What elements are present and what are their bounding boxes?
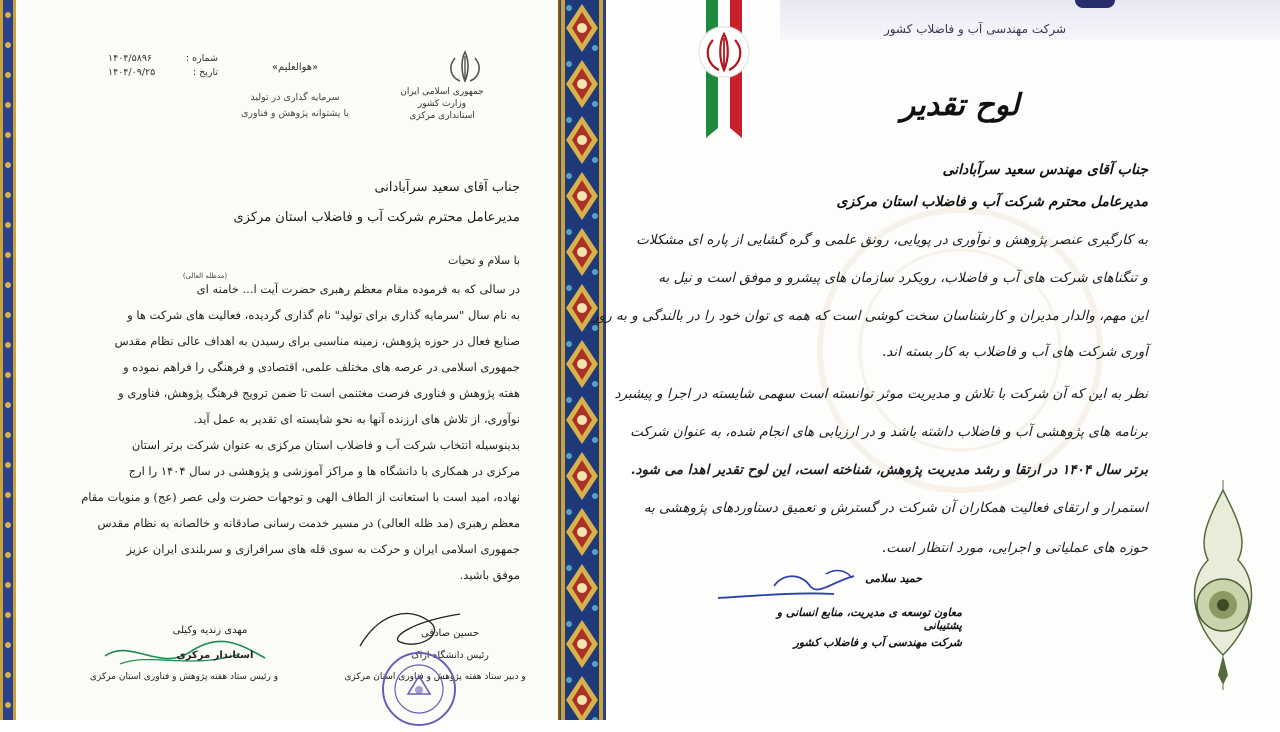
- letter-body-line: جمهوری اسلامی ایران و حرکت به سوی قله های سرافرازی و سربلندی ایران عزیز: [126, 542, 520, 556]
- recipient-title: مدیرعامل محترم شرکت آب و فاضلاب استان مرکزی: [233, 210, 520, 225]
- certificate-body-line: و تنگناهای شرکت های آب و فاضلاب، رویکرد سازمان های پیشرو و موفق است و نیل به: [658, 270, 1148, 286]
- letter-number-value: ۱۴۰۴/۵۸۹۶: [108, 53, 153, 64]
- letterhead-ministry: وزارت کشور: [417, 99, 467, 109]
- letter-body-line: نهاده، امید است با استعانت از الطاف الهی و توجهات حضرت ولی عصر (عج) و منویات مقام: [81, 490, 520, 504]
- ornamental-border-left: [0, 0, 16, 720]
- signer-left-name: حسین صادقی: [420, 628, 480, 639]
- company-logo-icon: [1075, 0, 1115, 8]
- letterhead-province: استانداری مرکزی: [409, 111, 475, 121]
- ornamental-border-right: [558, 0, 606, 720]
- letter-body-line: مرکزی در همکاری با دانشگاه ها و مراکز آموزشی و پژوهشی در سال ۱۴۰۴ را ارج: [128, 464, 520, 478]
- certificate-body-line: برتر سال ۱۴۰۴ در ارتقا و رشد مدیریت پژوهش، شناخته است، این لوح تقدیر اهدا می شود.: [630, 462, 1148, 478]
- letter-body-line: نوآوری، از تلاش های ارزنده آنها به نحو شایسته ای تقدیر به عمل آید.: [193, 412, 520, 426]
- year-slogan: [230, 90, 360, 122]
- certificate-body-line: به کارگیری عنصر پژوهش و نوآوری در پویایی، رونق علمی و گره گشایی از پاره ای مشکلات: [636, 232, 1148, 248]
- recipient-name: جناب آقای سعید سرآبادانی: [374, 180, 520, 195]
- letter-body-line: جمهوری اسلامی در عرصه های مختلف علمی، اقتصادی و فرهنگی را فراهم نموده و: [123, 360, 520, 374]
- iran-emblem-icon: [698, 26, 750, 78]
- company-name: شرکت مهندسی آب و فاضلاب کشور: [883, 22, 1066, 36]
- letterhead-office: [382, 86, 502, 122]
- cert-signer-name: حمید سلامی: [865, 572, 922, 585]
- signer-left-role: و دبیر ستاد هفته پژوهش و فناوری استان مرکزی: [344, 672, 526, 682]
- letter-body-line: در سالی که به فرموده مقام معظم رهبری حضرت آیت ا... خامنه ای: [196, 282, 520, 296]
- cert-recipient-title: مدیرعامل محترم شرکت آب و فاضلاب استان مرکزی: [836, 194, 1148, 210]
- cert-signer-org: شرکت مهندسی آب و فاضلاب کشور: [793, 636, 962, 649]
- certificate-body-line: استمرار و ارتقای فعالیت همکاران آن شرکت در گسترش و تعمیق دستاوردهای پژوهشی به: [643, 500, 1148, 516]
- left-letter: [0, 0, 606, 720]
- year-slogan-line-1: سرمایه گذاری در تولید: [250, 92, 340, 103]
- year-slogan-line-2: با پشتوانه پژوهش و فناوری: [241, 108, 349, 119]
- certificate-body-line: برنامه های پژوهشی آب و فاضلاب داشته باشد و در ارزیابی های انجام شده، به عنوان شرکت: [630, 424, 1148, 440]
- certificate-body-line: این مهم، والدار مدیران و کارشناسان سخت کوشی است که همه ی توان خود را در بالندگی و به روز: [592, 308, 1148, 324]
- cert-signer-title: معاون توسعه ی مدیریت، منابع انسانی و پشتیبانی: [776, 606, 962, 632]
- right-letter: [592, 0, 1280, 720]
- signer-right-name: مهدی زندیه وکیلی: [172, 625, 248, 636]
- cert-recipient-name: جناب آقای مهندس سعید سرآبادانی: [942, 162, 1148, 178]
- letter-reference: [108, 52, 218, 80]
- motto: «هوالعلیم»: [271, 62, 319, 73]
- letter-number-label: شماره :: [185, 53, 218, 64]
- signer-left-title: رئیس دانشگاه اراک: [411, 650, 489, 661]
- certificate-body-line: حوزه های عملیاتی و اجرایی، مورد انتظار است.: [881, 540, 1148, 556]
- university-seal-icon: [380, 650, 458, 728]
- honorific-note: (مدظله العالی): [182, 272, 228, 280]
- letter-body-line: موفق باشید.: [459, 568, 520, 582]
- ornament-medallion-icon: [1178, 480, 1268, 690]
- page-gap: [606, 0, 640, 720]
- letterhead-country: جمهوری اسلامی ایران: [400, 87, 484, 97]
- iran-emblem-icon: [440, 50, 490, 84]
- certificate-body-line: آوری شرکت های آب و فاضلاب به کار بسته اند.: [881, 344, 1148, 360]
- letter-body-line: هفته پژوهش و فناوری فرصت مغتنمی است تا ضمن ترویج فرهنگ پژوهش، فناوری و: [118, 386, 520, 400]
- emblem-badge: [698, 26, 750, 78]
- letter-body-line: بدینوسیله انتخاب شرکت آب و فاضلاب استان مرکزی به عنوان شرکت برتر استان: [131, 438, 520, 452]
- signer-right-title: استاندار مرکزی: [176, 650, 254, 661]
- letter-body-line: به نام سال "سرمایه گذاری برای تولید" نام گذاری گردیده، فعالیت های شرکت ها و: [127, 308, 520, 322]
- letter-date-value: ۱۴۰۴/۰۹/۲۵: [108, 67, 156, 78]
- letter-body-line: معظم رهبری (مد ظله العالی) در مسیر خدمت رسانی صادقانه و خالصانه به نظام مقدس: [97, 516, 520, 530]
- greeting: با سلام و تحیات: [448, 254, 520, 267]
- signer-right-role: و رئیس ستاد هفته پژوهش و فناوری استان مرکزی: [89, 672, 279, 682]
- letter-date-label: تاریخ :: [192, 67, 218, 78]
- certificate-title: لوح تقدیر: [900, 88, 1020, 123]
- certificate-body-line: نظر به این که آن شرکت با تلاش و مدیریت موثر توانسته است سهمی شایسته در اجرا و پیشبرد: [614, 386, 1148, 402]
- letter-body-line: صنایع فعال در حوزه پژوهش، زمینه مناسبی برای رسیدن به اهداف عالی نظام مقدس: [114, 334, 520, 348]
